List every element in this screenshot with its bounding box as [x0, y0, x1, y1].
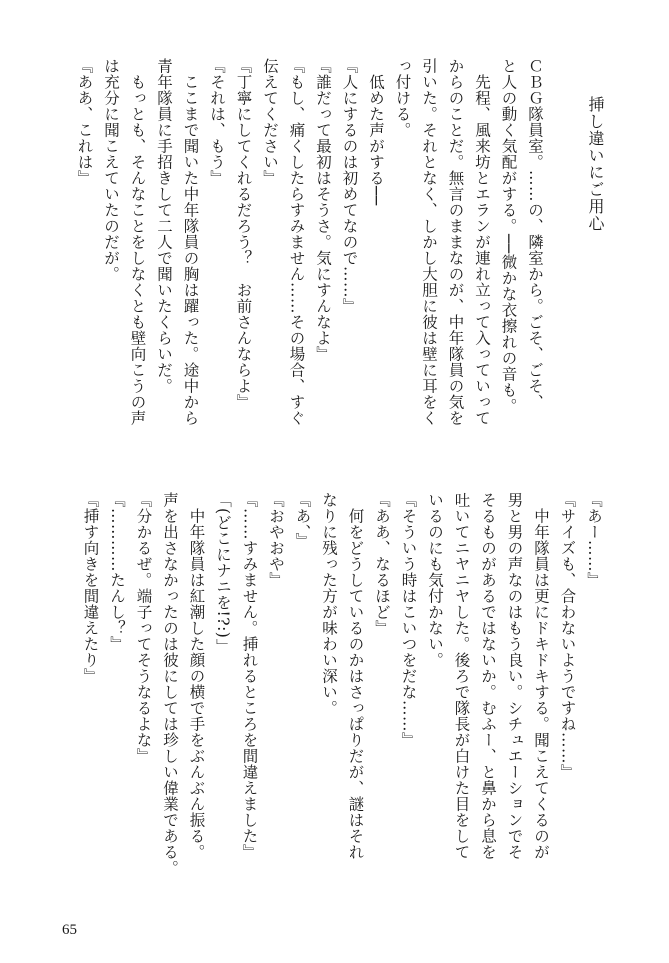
- text-line: 『もし、痛くしたらすみません……その場合、すぐ: [287, 58, 306, 426]
- text-line: 『人にするのは初めてなので……』: [340, 58, 359, 314]
- text-line: と人の動く気配がする。──微かな衣擦れの音も。: [499, 58, 518, 414]
- text-line: 『…………たんし？』: [108, 492, 126, 652]
- text-line: いるのにも気付かない。: [426, 492, 444, 668]
- text-line: 男と男の声なのはもう良い。シチュエーションでそ: [505, 492, 524, 860]
- text-line: 青年隊員に手招きして二人で聞いたくらいだ。: [155, 58, 173, 394]
- text-line: そるものがあるではないか。むふー、と鼻から息を: [479, 492, 497, 860]
- text-line: 「(どこにナニを!?:)」: [214, 492, 232, 655]
- text-line: 『あー……』: [585, 492, 603, 588]
- text-line: 『誰だって最初はそうさ。気にすんなよ』: [314, 58, 332, 362]
- text-line: 『分かるぜ。端子ってそうなるよな』: [134, 492, 153, 764]
- text-line: からのことだ。無言のままなのが、中年隊員の気を: [446, 58, 465, 426]
- text-line: もっとも、そんなことをしなくとも壁向こうの声: [128, 58, 147, 426]
- text-line: 先程、風来坊とエランが連れ立って入っていって: [473, 58, 491, 426]
- chapter-title: 挿し違いにご用心: [586, 96, 605, 232]
- text-line: 『そういう時はこいつをだな……』: [399, 492, 418, 748]
- page-number: 65: [62, 922, 77, 938]
- text-line: 声を出さなかったのは彼にしては珍しい偉業である。: [161, 492, 179, 876]
- text-line: なりに残った方が味わい深い。: [320, 492, 338, 716]
- text-line: 『ああ、これは』: [75, 58, 94, 186]
- text-line: 『丁寧にしてくれるだろう？ お前さんならよ』: [234, 58, 253, 410]
- text-line: 伝えてください』: [261, 58, 279, 186]
- text-line: 『あ、』: [293, 492, 312, 549]
- text-line: っ付ける。: [393, 58, 412, 138]
- text-line: 『ああ、なるほど』: [373, 492, 391, 636]
- text-line: 『おやおや』: [267, 492, 285, 588]
- text-line: ここまで聞いた中年隊員の胸は躍った。途中から: [181, 58, 200, 426]
- text-line: 『挿す向きを間違えたり』: [81, 492, 100, 684]
- text-line: 低めた声がする──: [367, 58, 385, 206]
- text-line: ＣＢＧ隊員室。……の、隣室から。ごそ、ごそ、: [526, 58, 544, 410]
- text-line: 『それは、もう』: [208, 58, 226, 186]
- upper-text-block: [71, 58, 548, 426]
- lower-text-block: [77, 492, 607, 876]
- text-line: 中年隊員は更にドキドキする。聞こえてくるのが: [532, 492, 550, 860]
- text-line: 吐いてニヤニヤした。後ろで隊長が白けた目をして: [452, 492, 471, 860]
- text-line: 引いた。それとなく、しかし大胆に彼は壁に耳をく: [420, 58, 438, 426]
- text-line: は充分に聞こえていたのだが。: [102, 58, 120, 282]
- text-line: 何をどうしているのかはさっぱりだが、謎はそれ: [346, 492, 365, 860]
- text-line: 『サイズも、合わないようですね……』: [558, 492, 577, 780]
- text-line: 『……すみません。挿れるところを間違えました』: [240, 492, 259, 860]
- text-line: 中年隊員は紅潮した顔の横で手をぶんぶん振る。: [187, 492, 206, 860]
